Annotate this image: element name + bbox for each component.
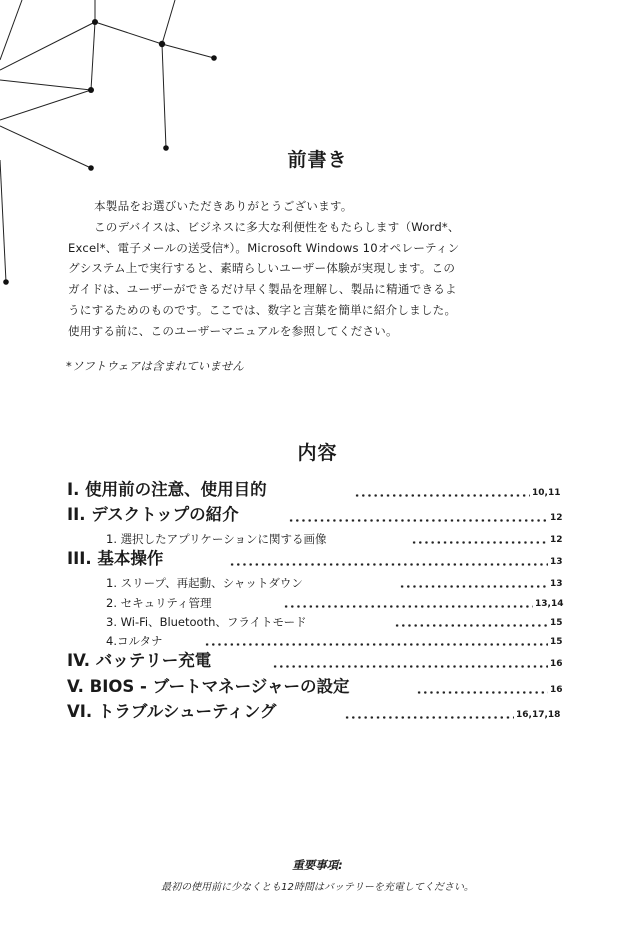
toc-entry-label: 3. Wi-Fi、Bluetooth、フライトモード — [106, 615, 307, 629]
toc-entry-label: VI. トラブルシューティング — [67, 702, 277, 721]
toc-leader-dots — [204, 643, 548, 646]
toc-leader-dots — [399, 585, 548, 588]
toc-entry-label: 4.コルタナ — [106, 634, 163, 648]
toc-entry-label: I. 使用前の注意、使用目的 — [67, 480, 267, 499]
toc-leader-dots — [411, 541, 548, 544]
preface-line: ガイドは、ユーザーができるだけ早く製品を理解し、製品に精通できるよ — [68, 282, 457, 297]
important-title: 重要事項: — [292, 858, 343, 872]
toc-entry-page: 16 — [550, 659, 563, 669]
toc-entry — [0, 479, 635, 501]
toc-leader-dots — [354, 494, 530, 497]
toc-leader-dots — [283, 605, 533, 608]
toc-leader-dots — [288, 519, 548, 522]
toc-leader-dots — [394, 624, 548, 627]
toc-entry-label: III. 基本操作 — [67, 549, 164, 568]
preface-line: 本製品をお選びいただきありがとうございます。 — [94, 199, 353, 213]
toc-entry-label: 1. 選択したアプリケーションに関する画像 — [106, 532, 327, 546]
important-text: 最初の使用前に少なくとも12時間はバッテリーを充電してください。 — [161, 882, 474, 893]
toc-leader-dots — [229, 563, 548, 566]
toc-entry-label: V. BIOS - ブートマネージャーの設定 — [67, 677, 350, 696]
toc-entry — [0, 548, 635, 570]
toc-entry-label: II. デスクトップの紹介 — [67, 505, 239, 524]
toc-entry-page: 15 — [550, 637, 563, 647]
software-note: *ソフトウェアは含まれていません — [66, 359, 244, 373]
toc-entry-label: IV. バッテリー充電 — [67, 651, 212, 670]
preface-line: このデバイスは、ビジネスに多大な利便性をもたらします（Word*、 — [94, 219, 460, 234]
toc-leader-dots — [416, 691, 548, 694]
toc-title: 内容 — [297, 442, 338, 464]
toc-entry — [0, 701, 635, 723]
toc-leader-dots — [344, 716, 514, 719]
preface-title: 前書き — [287, 149, 348, 171]
toc-entry-page: 13 — [550, 557, 563, 567]
toc-entry — [0, 650, 635, 672]
preface-line: Excel*、電子メールの送受信*）。Microsoft Windows 10オペレーティン — [68, 240, 460, 255]
preface-line: 使用する前に、このユーザーマニュアルを参照してください。 — [68, 323, 398, 338]
toc-entry — [0, 504, 635, 526]
toc-entry-page: 10,11 — [532, 488, 561, 498]
toc-entry-page: 12 — [550, 513, 563, 523]
toc-entry-label: 1. スリープ、再起動、シャットダウン — [106, 576, 303, 590]
toc-entry — [0, 676, 635, 698]
toc-entry-page: 16 — [550, 685, 563, 695]
toc-entry-label: 2. セキュリティ管理 — [106, 596, 212, 610]
toc-leader-dots — [272, 665, 548, 668]
toc-entry-page: 15 — [550, 618, 563, 628]
toc-entry — [0, 570, 635, 592]
preface-line: うにするためのものです。ここでは、数字と言葉を簡単に紹介しました。 — [68, 302, 457, 317]
toc-entry-page: 12 — [550, 535, 563, 545]
preface-body — [68, 196, 568, 342]
important-notice — [0, 857, 635, 893]
toc-entry-page: 13 — [550, 579, 563, 589]
preface-line: グシステム上で実行すると、素晴らしいユーザー体験が実現します。この — [68, 261, 456, 276]
toc-entry-page: 16,17,18 — [516, 710, 561, 720]
toc-entry-page: 13,14 — [535, 599, 564, 609]
